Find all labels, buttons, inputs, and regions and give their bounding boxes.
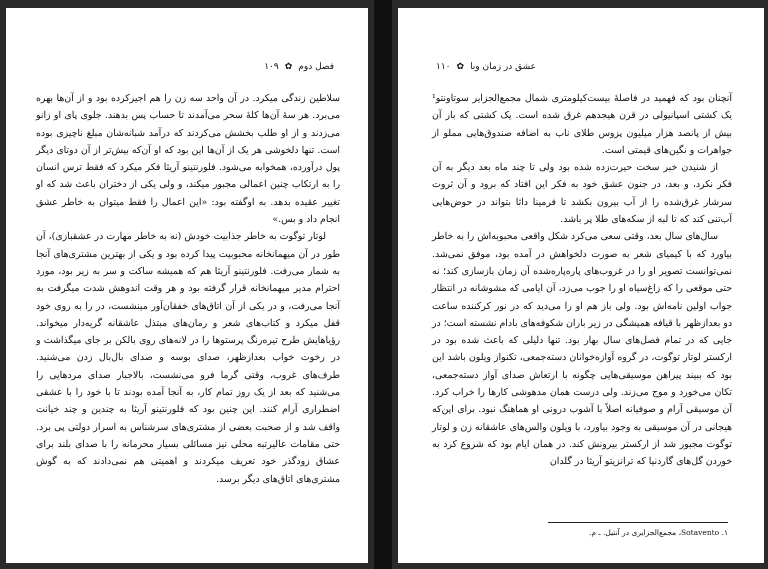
paragraph: از شنیدن خبر سخت حیرت‌زده شده بود ولی تا چند ماه بعد دیگر به آن فکر نکرد، و بعد، در جنون عشق خود به فکر این افتاد که برود و آن ثروت سرشار غرق‌شده را از آب بیرون بکشد تا فرمینا داثا بتواند در حوض‌هایی آب‌تنی کند که تا لبه از سکه‌های طلا پر باشد. [432, 162, 732, 226]
paragraph: سال‌های سال بعد، وقتی سعی می‌کرد شکل واقعی محبوبه‌اش را به خاطر بیاورد که با کیمیای شعر به صورت دلخواهش در آمده بود، موفق نمی‌شد. نمی‌توانست تصویر او را در غروب‌های پاره‌پاره‌شده آن زمان بازسازی کند؛ نه حتی موقعی را که زاغ‌سیاه او را جوب می‌زد، آن ایامی که مشوشانه در انتظار جواب اولین نامه‌اش بود. ولی باز هم او را می‌دید که در نور کرکننده ساعت دو بعدازظهر با قیافه همیشگی در زیر باران شکوفه‌های بادام نشسته است؛ در جایی که در تمام فصل‌های سال بهار بود. تنها دلیلی که باعث شده بود در ارکستر لوتار توگوت، در گروه آوازه‌خوانان دسته‌جمعی، تکنواز ویلون باشد این بود که ببیند پیراهن موسیقی‌هایی چگونه با ارتعاش صدای آواز دسته‌جمعی، تکان می‌خورد و موج می‌زند. ولی درست همان مدهوشی کارها را خراب کرد. آن موسیقی آرام و صوفیانه اصلاً با آشوب درونی او هماهنگ نبود. برای این‌که هیجانی در آن موسیقی به وجود بیاورد، با ویلون والس‌های عاشقانه زن و لوتار توگوت مجبور شد از ارکستر بیرونش کند. در همان ایام بود که شروع کرد به خوردن گل‌های گاردنیا که ترانزیتو آریثا در گلدان [432, 231, 732, 468]
footnote-rule [548, 522, 728, 523]
right-page [398, 8, 764, 563]
ornament-icon: ✿ [284, 62, 293, 72]
left-page [6, 8, 368, 563]
paragraph: سلاطین زندگی میکرد. در آن واحد سه زن را هم اجیرکرده بود و از آن‌ها بهره می‌برد. هر سهٔ آن‌ها کلهٔ سحر می‌آمدند تا حساب پس بدهند. جلوی پای او زانو می‌زدند و از او طلب بخشش می‌کردند که درآمد شبانه‌شان مبلغ ناچیزی بوده است. تنها دلخوشی هر یک از آن‌ها این بود که او آن‌که بیش‌تر از آن دوتای دیگر پول درآورده، همخوابه می‌شود. فلورنتینو آریثا فکر میکرد که فقط ترس انسان را به ارتکاب چنین اعمالی مجبور میکند، و ولی یکی از دختران باعث شد که او تغییر عقیده بدهد. به اوگفته بود: «این اعمال را فقط میتوان به خاطر عشق انجام داد و بس.» [36, 93, 340, 226]
book-gutter [374, 0, 392, 569]
paragraph: آنچنان بود که فهمید در فاصلهٔ بیست‌کیلومتری شمال مجمع‌الجزایر سوتاونتو¹ یک کشتی اسپانیولی در قرن هیجدهم غرق شده است. یک کشتی که بار آن بیش از پانصد هزار میلیون پزوس طلای ناب به اضافه صندوق‌هایی مملو از جواهرات و نگین‌های قیمتی است. [432, 93, 732, 156]
right-page-body [432, 90, 732, 471]
right-page-header [436, 60, 536, 74]
page-number: ۱۱۰ [436, 62, 451, 72]
ornament-icon: ✿ [456, 62, 465, 72]
footnote: ۱. Sotavento، مجمع‌الجزایری در آنتیل. ـ م. [588, 528, 728, 537]
paragraph: لوتار توگوت به خاطر جذابیت خودش (نه به خاطر مهارت در عشقبازی)، آن طور در آن میهمانخانه محبوبیت پیدا کرده بود و یکی از بهترین مشتری‌های آنجا به شمار می‌رفت. فلورنتینو آریثا هم که همیشه ساکت و سر به زیر بود، مورد احترام مدیر میهمانخانه قرار گرفته بود و هر وقت اندوهش شدت میگرفت به آنجا می‌رفت، و در یکی از آن اتاق‌های خفقان‌آور مینشست، در را به روی خود قفل میکرد و کتاب‌های شعر و رمان‌های مبتذل عاشقانه گریه‌دار میخواند. رؤیاهایش طرح تیره‌رنگ پرستوها را در لانه‌های روی بالکن بر جای میگذاشت و در رخوت خواب بعدازظهر، صدای بوسه و صدای بال‌بال زدن می‌شنید. طرف‌های غروب، وقتی گرما فرو می‌نشست، بالاجبار صدای مردهایی را می‌شنید که بعد از یک روز تمام کار، به آنجا آمده بودند تا با خود را با عشقی اضطراری آرام کنند. این چنین بود که فلورنتینو آریثا به چندین و چند خیانت واقف شد و از صحبت بعضی از مشتری‌های سرشناس به اسرار دولتی پی برد. حتی مقامات عالیرتبه محلی نیز مسائلی بسیار محرمانه را با صدای بلند برای عشاق زودگذر خود تعریف میکردند و اهمیتی هم نمی‌دادند که به گوش مشتری‌های اتاق‌های دیگر برسد. [36, 231, 340, 485]
left-page-body [36, 90, 340, 488]
page-number: ۱۰۹ [264, 62, 279, 72]
chapter-title: فصل دوم [298, 62, 334, 72]
left-page-header [264, 60, 334, 74]
book-title: عشق در زمان وبا [470, 62, 537, 72]
